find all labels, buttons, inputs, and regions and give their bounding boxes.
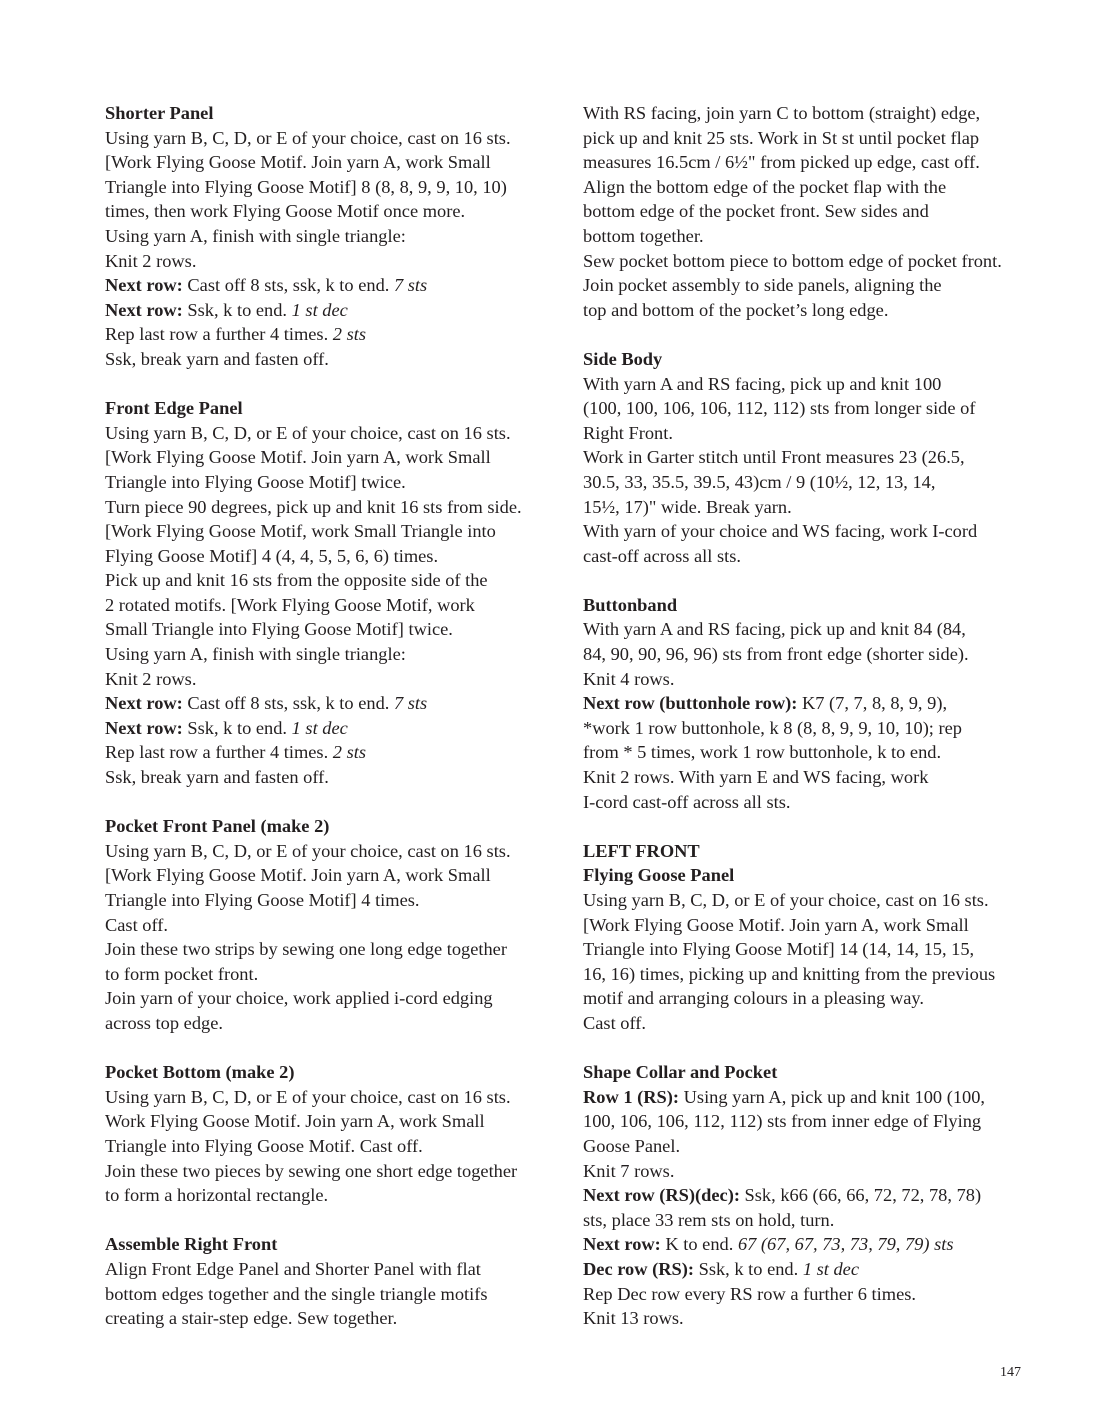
text-line (583, 495, 1053, 520)
body-text: [Work Flying Goose Motif, work Small Triangle into (105, 521, 496, 542)
bold-text: Shorter Panel (105, 103, 214, 123)
text-line (583, 765, 1053, 790)
text-line (583, 199, 1053, 224)
body-text: [Work Flying Goose Motif. Join yarn A, work Small (105, 152, 491, 173)
italic-text: 7 sts (393, 693, 428, 714)
body-text: Cast off. (105, 914, 169, 935)
bold-text: Next row: (105, 693, 183, 714)
bold-text: Row 1 (RS): (583, 1086, 680, 1107)
body-text: Knit 4 rows. (583, 668, 675, 689)
text-line (105, 888, 575, 913)
body-text: sts, place 33 rem sts on hold, turn. (583, 1209, 835, 1230)
text-line (583, 175, 1053, 200)
text-line (583, 224, 1053, 249)
text-line (105, 765, 575, 790)
text-line (105, 445, 575, 470)
text-line (583, 372, 1053, 397)
text-line (583, 716, 1053, 741)
paragraph-spacer (583, 322, 1053, 347)
body-text: bottom edges together and the single triangle motifs (105, 1283, 488, 1304)
bold-text: Next row: (105, 717, 183, 738)
text-line (105, 962, 575, 987)
text-line (105, 1306, 575, 1331)
text-line (105, 1134, 575, 1159)
bold-text: Next row: (583, 1234, 661, 1255)
text-line (583, 888, 1053, 913)
italic-text: 1 st dec (291, 299, 348, 320)
text-line (105, 617, 575, 642)
body-text: Knit 2 rows. With yarn E and WS facing, work (583, 767, 929, 788)
body-text: from * 5 times, work 1 row buttonhole, k to end. (583, 742, 942, 763)
body-text: Join pocket assembly to side panels, aligning the (583, 275, 942, 296)
body-text: Rep Dec row every RS row a further 6 times. (583, 1283, 916, 1304)
body-text: Align Front Edge Panel and Shorter Panel with flat (105, 1258, 481, 1279)
shorter-panel-heading (105, 101, 575, 126)
text-line (583, 396, 1053, 421)
text-line (105, 839, 575, 864)
text-line (105, 150, 575, 175)
text-line (583, 126, 1053, 151)
text-line (583, 667, 1053, 692)
assemble-right-front-heading (105, 1232, 575, 1257)
body-text: *work 1 row buttonhole, k 8 (8, 8, 9, 9, 10, 10); rep (583, 717, 963, 738)
body-text: Ssk, k to end. (694, 1258, 803, 1279)
paragraph-spacer (105, 790, 575, 815)
body-text: Flying Goose Motif] 4 (4, 4, 5, 5, 6, 6) times. (105, 545, 439, 566)
text-line (105, 1159, 575, 1184)
text-line (105, 937, 575, 962)
text-line (583, 1306, 1053, 1331)
text-line (105, 519, 575, 544)
text-line (583, 298, 1053, 323)
body-text: Small Triangle into Flying Goose Motif] twice. (105, 619, 453, 640)
page-number: 147 (1000, 1365, 1021, 1380)
text-line (105, 1282, 575, 1307)
text-line (105, 863, 575, 888)
text-line (105, 347, 575, 372)
text-line (105, 1257, 575, 1282)
body-text: Goose Panel. (583, 1135, 681, 1156)
text-line (105, 322, 575, 347)
body-text: [Work Flying Goose Motif. Join yarn A, work Small (105, 865, 491, 886)
body-text: Triangle into Flying Goose Motif. Cast off. (105, 1135, 423, 1156)
body-text: to form a horizontal rectangle. (105, 1185, 329, 1206)
body-text: Ssk, k to end. (182, 717, 292, 738)
body-text: across top edge. (105, 1012, 223, 1033)
body-text: (100, 100, 106, 106, 112, 112) sts from longer side of (583, 398, 976, 419)
text-line (105, 667, 575, 692)
bold-text: Shape Collar and Pocket (583, 1062, 778, 1083)
text-line (583, 1282, 1053, 1307)
text-line (583, 421, 1053, 446)
bold-text: Pocket Bottom (make 2) (105, 1062, 295, 1083)
shape-collar-and-pocket-heading (583, 1060, 1053, 1085)
left-front-heading (583, 839, 1053, 864)
text-line (105, 421, 575, 446)
paragraph-spacer (583, 814, 1053, 839)
text-line (583, 150, 1053, 175)
text-line (105, 1183, 575, 1208)
body-text: Knit 2 rows. (105, 668, 197, 689)
text-line (105, 593, 575, 618)
pocket-front-panel-heading (105, 814, 575, 839)
body-text: K7 (7, 7, 8, 8, 9, 9), (797, 693, 948, 714)
text-line (583, 1208, 1053, 1233)
side-body-heading (583, 347, 1053, 372)
text-line (105, 691, 575, 716)
text-line (105, 1085, 575, 1110)
italic-text: 1 st dec (291, 717, 348, 738)
text-line (583, 445, 1053, 470)
body-text: cast-off across all sts. (583, 545, 741, 566)
body-text: 2 rotated motifs. [Work Flying Goose Motif, work (105, 594, 475, 615)
body-text: Rep last row a further 4 times. (105, 742, 333, 763)
body-text: bottom edge of the pocket front. Sew sides and (583, 201, 929, 222)
text-line (105, 1109, 575, 1134)
body-text: Using yarn A, finish with single triangle: (105, 644, 406, 665)
text-line (583, 1011, 1053, 1036)
bold-text: Next row (RS)(dec): (583, 1185, 740, 1206)
body-text: With yarn A and RS facing, pick up and knit 100 (583, 373, 942, 394)
right-column (583, 101, 1053, 1331)
bold-text: Pocket Front Panel (make 2) (105, 816, 330, 837)
text-line (105, 642, 575, 667)
text-line (105, 544, 575, 569)
text-line (583, 1232, 1053, 1257)
body-text: Cast off. (583, 1012, 647, 1033)
bold-text: Buttonband (583, 594, 678, 615)
text-line (105, 470, 575, 495)
body-text: Pick up and knit 16 sts from the opposite side of the (105, 570, 488, 591)
text-line (583, 249, 1053, 274)
buttonband-heading (583, 593, 1053, 618)
text-line (583, 101, 1053, 126)
text-line (583, 642, 1053, 667)
text-line (105, 224, 575, 249)
text-line (583, 1257, 1053, 1282)
text-line (105, 175, 575, 200)
body-text: bottom together. (583, 225, 704, 246)
text-line (583, 519, 1053, 544)
bold-text: Assemble Right Front (105, 1234, 278, 1255)
paragraph-spacer (105, 1036, 575, 1061)
body-text: With yarn A and RS facing, pick up and knit 84 (84, (583, 619, 966, 640)
text-line (105, 740, 575, 765)
italic-text: 7 sts (393, 275, 428, 296)
body-text: Join these two strips by sewing one long edge together (105, 939, 507, 960)
text-line (583, 1109, 1053, 1134)
body-text: Cast off 8 sts, ssk, k to end. (182, 275, 394, 296)
paragraph-spacer (583, 1036, 1053, 1061)
text-line (583, 1183, 1053, 1208)
body-text: I-cord cast-off across all sts. (583, 791, 791, 812)
body-text: Work in Garter stitch until Front measures 23 (26.5, (583, 447, 965, 468)
body-text: Cast off 8 sts, ssk, k to end. (182, 693, 394, 714)
body-text: Triangle into Flying Goose Motif] twice. (105, 471, 406, 492)
text-line (583, 1159, 1053, 1184)
text-line (583, 937, 1053, 962)
body-text: to form pocket front. (105, 963, 259, 984)
text-line (583, 1085, 1053, 1110)
bold-text: Front Edge Panel (105, 398, 243, 419)
bold-text: Next row: (105, 299, 183, 320)
body-text: Align the bottom edge of the pocket flap with the (583, 176, 947, 197)
text-line (583, 740, 1053, 765)
body-text: Turn piece 90 degrees, pick up and knit 16 sts from side. (105, 496, 522, 517)
body-text: Sew pocket bottom piece to bottom edge of pocket front. (583, 250, 1002, 271)
text-line (583, 617, 1053, 642)
text-line (105, 1011, 575, 1036)
text-line (583, 962, 1053, 987)
bold-text: Side Body (583, 348, 663, 369)
body-text: Join these two pieces by sewing one short edge together (105, 1160, 518, 1181)
text-line (105, 298, 575, 323)
body-text: Using yarn B, C, D, or E of your choice, cast on 16 sts. (105, 422, 511, 443)
pocket-bottom-heading (105, 1060, 575, 1085)
body-text: Using yarn A, pick up and knit 100 (100, (679, 1086, 985, 1107)
body-text: With RS facing, join yarn C to bottom (straight) edge, (583, 103, 981, 123)
left-column (105, 101, 575, 1331)
italic-text: 67 (67, 67, 73, 73, 79, 79) sts (737, 1234, 954, 1255)
body-text: 15½, 17)" wide. Break yarn. (583, 496, 792, 517)
italic-text: 2 sts (332, 324, 367, 345)
text-line (583, 913, 1053, 938)
body-text: measures 16.5cm / 6½" from picked up edge, cast off. (583, 152, 980, 173)
body-text: 100, 106, 106, 112, 112) sts from inner edge of Flying (583, 1111, 982, 1132)
body-text: 16, 16) times, picking up and knitting from the previous (583, 963, 996, 984)
body-text: Using yarn B, C, D, or E of your choice, cast on 16 sts. (105, 127, 511, 148)
text-line (105, 913, 575, 938)
text-line (583, 1134, 1053, 1159)
text-line (105, 249, 575, 274)
body-text: top and bottom of the pocket’s long edge. (583, 299, 889, 320)
body-text: times, then work Flying Goose Motif once more. (105, 201, 466, 222)
bold-text: Dec row (RS): (583, 1258, 694, 1279)
body-text: creating a stair-step edge. Sew together. (105, 1308, 398, 1329)
body-text: Knit 13 rows. (583, 1308, 684, 1329)
bold-text: LEFT FRONT (583, 840, 700, 861)
front-edge-panel-heading (105, 396, 575, 421)
text-line (583, 273, 1053, 298)
body-text: Right Front. (583, 422, 673, 443)
body-text: Using yarn B, C, D, or E of your choice, cast on 16 sts. (105, 1086, 511, 1107)
body-text: Using yarn B, C, D, or E of your choice, cast on 16 sts. (583, 890, 989, 910)
bold-text: Flying Goose Panel (583, 865, 735, 886)
body-text: 30.5, 33, 35.5, 39.5, 43)cm / 9 (10½, 12, 13, 14, (583, 471, 936, 492)
body-text: Ssk, k66 (66, 66, 72, 72, 78, 78) (739, 1185, 982, 1206)
text-line (583, 790, 1053, 815)
bold-text: Next row: (105, 275, 183, 296)
body-text: Triangle into Flying Goose Motif] 4 times. (105, 890, 420, 910)
body-text: Using yarn A, finish with single triangle: (105, 225, 406, 246)
text-line (583, 470, 1053, 495)
body-text: 84, 90, 90, 96, 96) sts from front edge (shorter side). (583, 644, 969, 665)
text-line (105, 273, 575, 298)
flying-goose-panel-heading (583, 863, 1053, 888)
text-line (583, 544, 1053, 569)
body-text: Knit 7 rows. (583, 1160, 675, 1181)
body-text: [Work Flying Goose Motif. Join yarn A, work Small (105, 447, 491, 468)
text-line (105, 495, 575, 520)
paragraph-spacer (583, 568, 1053, 593)
body-text: Triangle into Flying Goose Motif] 8 (8, 8, 9, 9, 10, 10) (105, 176, 507, 197)
body-text: With yarn of your choice and WS facing, work I-cord (583, 521, 978, 542)
body-text: Ssk, k to end. (182, 299, 292, 320)
body-text: Ssk, break yarn and fasten off. (105, 767, 329, 788)
text-line (583, 691, 1053, 716)
body-text: Knit 2 rows. (105, 250, 197, 271)
text-line (105, 199, 575, 224)
bold-text: Next row (buttonhole row): (583, 693, 798, 714)
body-text: Join yarn of your choice, work applied i-cord edging (105, 988, 493, 1009)
body-text: Using yarn B, C, D, or E of your choice, cast on 16 sts. (105, 840, 511, 861)
text-line (105, 568, 575, 593)
body-text: Work Flying Goose Motif. Join yarn A, work Small (105, 1111, 485, 1132)
paragraph-spacer (105, 1208, 575, 1233)
text-line (105, 716, 575, 741)
body-text: pick up and knit 25 sts. Work in St st until pocket flap (583, 127, 980, 148)
body-text: Triangle into Flying Goose Motif] 14 (14, 14, 15, 15, (583, 939, 975, 960)
body-text: motif and arranging colours in a pleasing way. (583, 988, 924, 1009)
italic-text: 1 st dec (802, 1258, 860, 1279)
text-line (105, 986, 575, 1011)
paragraph-spacer (105, 372, 575, 397)
text-line (105, 126, 575, 151)
body-text: Ssk, break yarn and fasten off. (105, 348, 329, 369)
italic-text: 2 sts (332, 742, 367, 763)
body-text: Rep last row a further 4 times. (105, 324, 333, 345)
body-text: K to end. (660, 1234, 738, 1255)
text-line (583, 986, 1053, 1011)
body-text: [Work Flying Goose Motif. Join yarn A, work Small (583, 914, 969, 935)
